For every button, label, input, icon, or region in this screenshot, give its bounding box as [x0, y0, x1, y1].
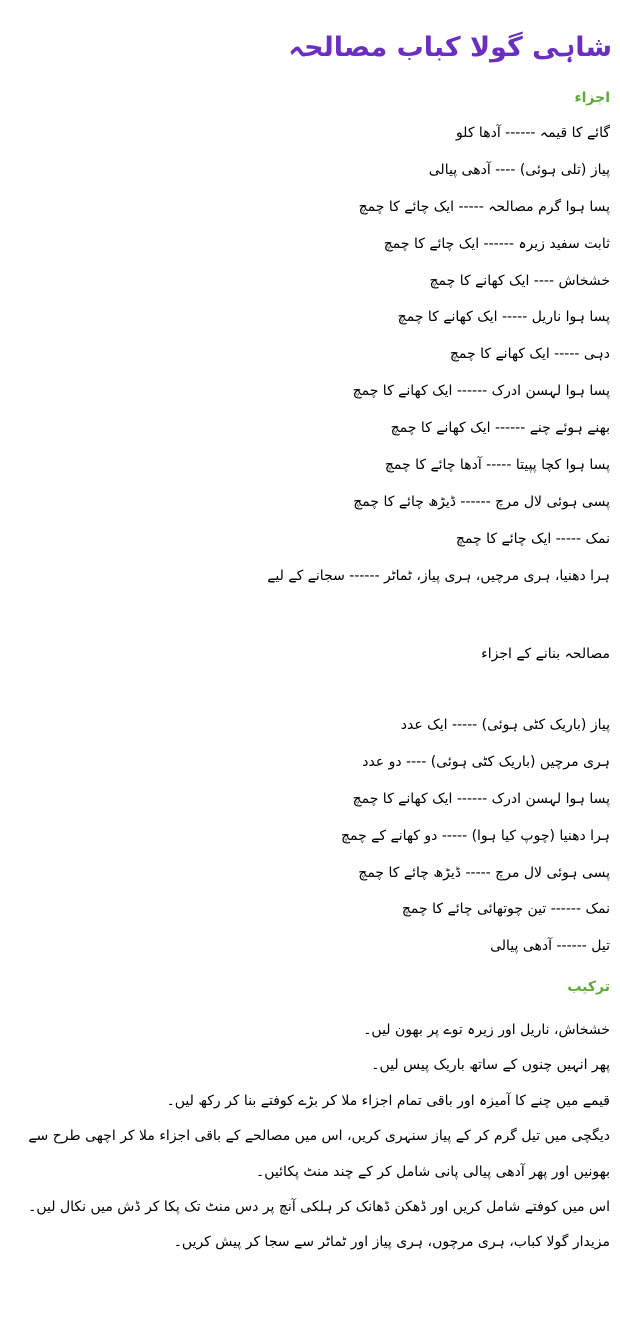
ingredient-item: پیاز (تلی ہوئی) ---- آدھی پیالی [428, 161, 610, 178]
masala-ingredient-item: تیل ------ آدھی پیالی [490, 938, 610, 955]
masala-ingredient-item: پسی ہوئی لال مرچ ----- ڈیڑھ چائے کا چمچ [358, 864, 610, 881]
ingredient-item: گائے کا قیمہ ------ آدھا کلو [455, 125, 610, 141]
method-step: مزیدار گولا کباب، ہری مرچوں، ہری پیاز اور ٹماٹر سے سجا کر پیش کریں۔ [173, 1234, 610, 1251]
masala-ingredient-item: پسا ہوا لہسن ادرک ------ ایک کھانے کا چمچ [352, 790, 610, 807]
ingredient-item: نمک ----- ایک چائے کا چمچ [455, 530, 610, 547]
method-step: پھر انہیں چنوں کے ساتھ باریک پیس لیں۔ [371, 1057, 610, 1074]
ingredients-list [267, 123, 610, 603]
masala-ingredient-item: ہری مرچیں (باریک کٹی ہوئی) ---- دو عدد [362, 753, 610, 770]
masala-ingredient-item: ہرا دھنیا (چوپ کیا ہوا) ----- دو کھانے کے چمچ [340, 827, 610, 844]
method-steps [10, 1013, 610, 1261]
ingredient-item: خشخاش ---- ایک کھانے کا چمچ [429, 272, 610, 289]
method-step: خشخاش، ناریل اور زیرہ توے پر بھون لیں۔ [363, 1022, 610, 1038]
ingredient-item: پسا ہوا ناریل ----- ایک کھانے کا چمچ [397, 309, 610, 326]
masala-ingredient-item: پیاز (باریک کٹی ہوئی) ----- ایک عدد [400, 717, 610, 733]
ingredient-item: پسا ہوا کچا پپیتا ----- آدھا چائے کا چمچ [384, 457, 610, 474]
masala-ingredients-list [341, 715, 610, 973]
method-step: دیگچی میں تیل گرم کر کے پیاز سنہری کریں، اس میں مصالحے کے باقی اجزاء ملا کر اچھی طرح سے بھونیں اور پھر آدھی پیالی پانی شامل کر کے چند منٹ پکائیں۔ [28, 1128, 610, 1180]
method-heading: ترکیب [567, 979, 610, 995]
masala-ingredient-item: نمک ------ تین چوتھائی چائے کا چمچ [401, 901, 610, 918]
ingredient-item: پسی ہوئی لال مرچ ------ ڈیڑھ چائے کا چمچ [353, 493, 610, 510]
ingredients-heading: اجزاء [574, 90, 610, 106]
ingredient-item: پسا ہوا لہسن ادرک ------ ایک کھانے کا چمچ [352, 383, 610, 400]
ingredient-item: ہرا دھنیا، ہری مرچیں، ہری پیاز، ٹماٹر ------ سجانے کے لیے [267, 567, 610, 584]
page-title: شاہی گولا کباب مصالحہ [288, 32, 612, 63]
ingredient-item: دہی ----- ایک کھانے کا چمچ [449, 346, 610, 363]
ingredient-item: پسا ہوا گرم مصالحہ ----- ایک چائے کا چمچ [358, 198, 610, 215]
ingredient-item: بھنے ہوئے چنے ------ ایک کھانے کا چمچ [390, 420, 610, 437]
ingredient-item: ثابت سفید زیرہ ------ ایک چائے کا چمچ [383, 235, 610, 252]
method-step: قیمے میں چنے کا آمیزہ اور باقی تمام اجزاء ملا کر بڑے کوفتے بنا کر رکھ لیں۔ [166, 1092, 610, 1109]
method-step: اس میں کوفتے شامل کریں اور ڈھکن ڈھانک کر ہلکی آنچ پر دس منٹ تک پکا کر ڈش میں نکال لیں۔ [28, 1199, 610, 1216]
masala-ingredients-heading: مصالحہ بنانے کے اجزاء [481, 646, 610, 662]
